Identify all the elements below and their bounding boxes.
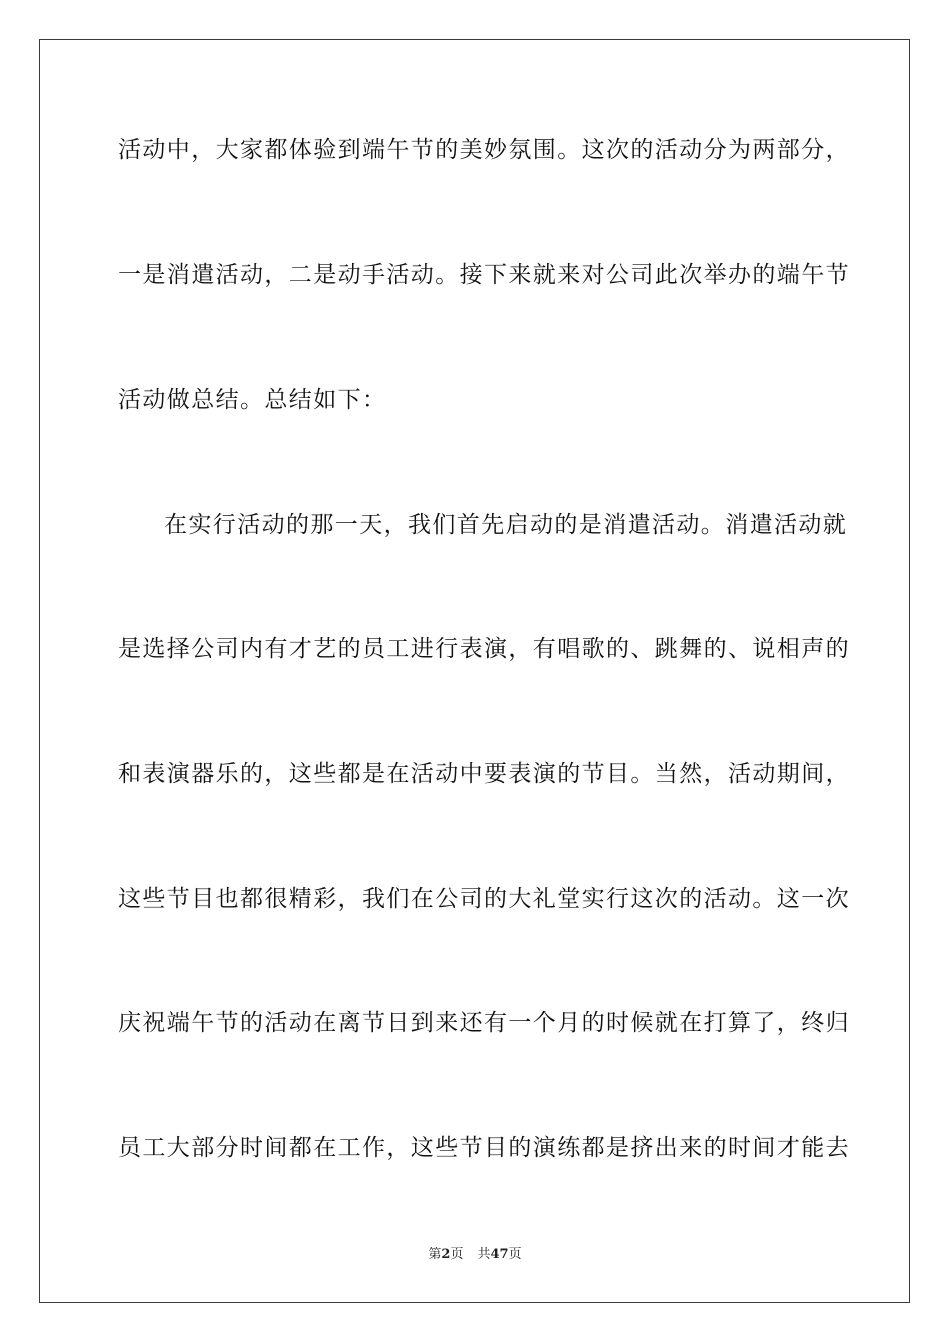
paragraph-line: 这些节目也都很精彩，我们在公司的大礼堂实行这次的活动。这一次: [118, 886, 850, 912]
page-unit: 页: [450, 1247, 464, 1262]
paragraph-line: 活动做总结。总结如下：: [118, 387, 387, 413]
paragraph-line: 一是消遣活动，二是动手活动。接下来就来对公司此次举办的端午节: [118, 262, 850, 288]
page-total: 47: [490, 1247, 509, 1262]
paragraph-line: 庆祝端午节的活动在离节日到来还有一个月的时候就在打算了，终归: [118, 1010, 850, 1036]
page-footer: [0, 1246, 950, 1264]
page-border: [39, 39, 910, 1303]
paragraph-line: 员工大部分时间都在工作，这些节目的演练都是挤出来的时间才能去: [118, 1135, 850, 1161]
paragraph-line: 在实行活动的那一天，我们首先启动的是消遣活动。消遣活动就: [164, 512, 848, 538]
page-current: 2: [441, 1247, 451, 1262]
paragraph-line: 和表演器乐的，这些都是在活动中要表演的节目。当然，活动期间，: [118, 761, 850, 787]
paragraph-line: 活动中，大家都体验到端午节的美妙氛围。这次的活动分为两部分，: [118, 137, 850, 163]
total-unit: 页: [508, 1247, 522, 1262]
total-prefix: 共: [477, 1247, 491, 1262]
page-prefix: 第: [428, 1247, 442, 1262]
paragraph-line: 是选择公司内有才艺的员工进行表演，有唱歌的、跳舞的、说相声的: [118, 636, 850, 662]
